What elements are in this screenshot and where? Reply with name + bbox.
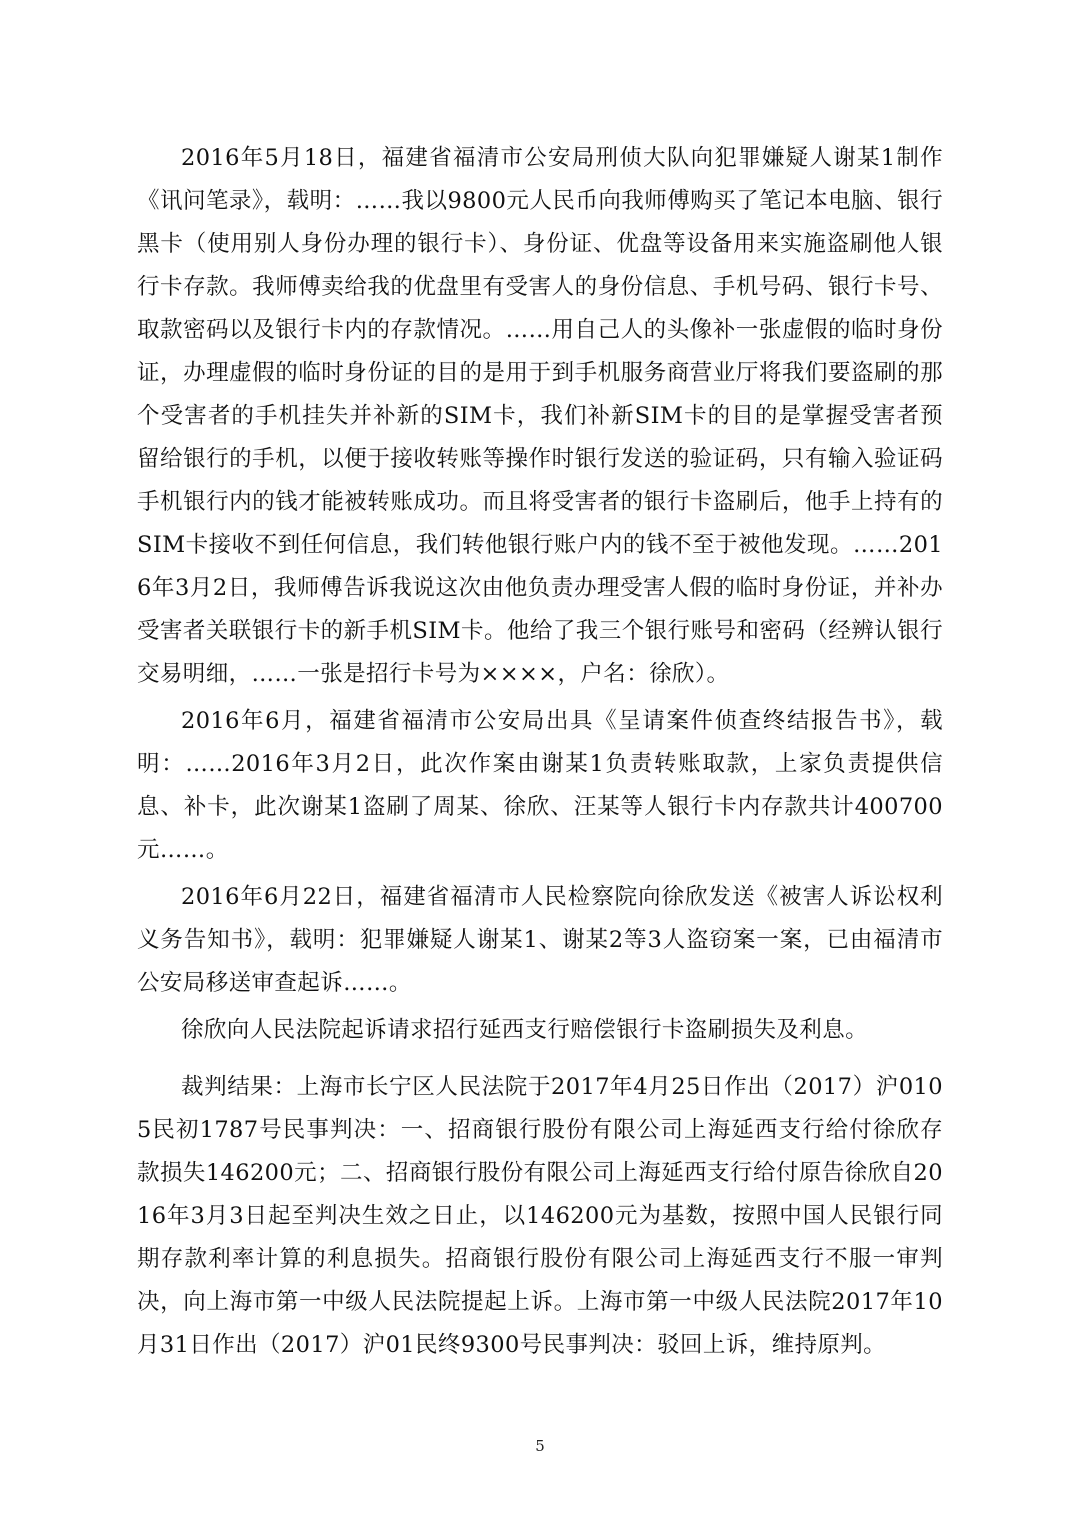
paragraph-judgment-result: 裁判结果：上海市长宁区人民法院于2017年4月25日作出（2017）沪0105民初1787号民事判决：一、招商银行股份有限公司上海延西支行给付徐欣存款损失146200元；二、招商银行股份有限公司上海延西支行给付原告徐欣自2016年3月3日起至判决生效之日止，以146200元为基数，按照中国人民银行同期存款利率计算的利息损失。招商银行股份有限公司上海延西支行不服一审判决，向上海市第一中级人民法院提起上诉。上海市第一中级人民法院2017年10月31日作出（2017）沪01民终9300号民事判决：驳回上诉，维持原判。: [137, 1074, 943, 1358]
paragraph-victim-rights-notice: 2016年6月22日，福建省福清市人民检察院向徐欣发送《被害人诉讼权利义务告知书》，载明：犯罪嫌疑人谢某1、谢某2等3人盗窃案一案，已由福清市公安局移送审查起诉……。: [137, 884, 943, 996]
paragraph-interrogation-record: 2016年5月18日，福建省福清市公安局刑侦大队向犯罪嫌疑人谢某1制作《讯问笔录》，载明：……我以9800元人民币向我师傅购买了笔记本电脑、银行黑卡（使用别人身份办理的银行卡）、身份证、优盘等设备用来实施盗刷他人银行卡存款。我师傅卖给我的优盘里有受害人的身份信息、手机号码、银行卡号、取款密码以及银行卡内的存款情况。……用自己人的头像补一张虚假的临时身份证，办理虚假的临时身份证的目的是用于到手机服务商营业厅将我们要盗刷的那个受害者的手机挂失并补新的SIM卡，我们补新SIM卡的目的是掌握受害者预留给银行的手机，以便于接收转账等操作时银行发送的验证码，只有输入验证码手机银行内的钱才能被转账成功。而且将受害者的银行卡盗刷后，他手上持有的SIM卡接收不到任何信息，我们转他银行账户内的钱不至于被他发现。……2016年3月2日，我师傅告诉我说这次由他负责办理受害人假的临时身份证，并补办受害者关联银行卡的新手机SIM卡。他给了我三个银行账号和密码（经辨认银行交易明细，……一张是招行卡号为××××，户名：徐欣）。: [137, 145, 943, 687]
document-body: [137, 137, 943, 1367]
paragraph-investigation-report: 2016年6月，福建省福清市公安局出具《呈请案件侦查终结报告书》，载明：……2016年3月2日，此次作案由谢某1负责转账取款，上家负责提供信息、补卡，此次谢某1盗刷了周某、徐欣、汪某等人银行卡内存款共计400700元……。: [137, 708, 943, 863]
paragraph-lawsuit-claim: 徐欣向人民法院起诉请求招行延西支行赔偿银行卡盗刷损失及利息。: [181, 1017, 869, 1043]
page-number: 5: [535, 1437, 545, 1455]
